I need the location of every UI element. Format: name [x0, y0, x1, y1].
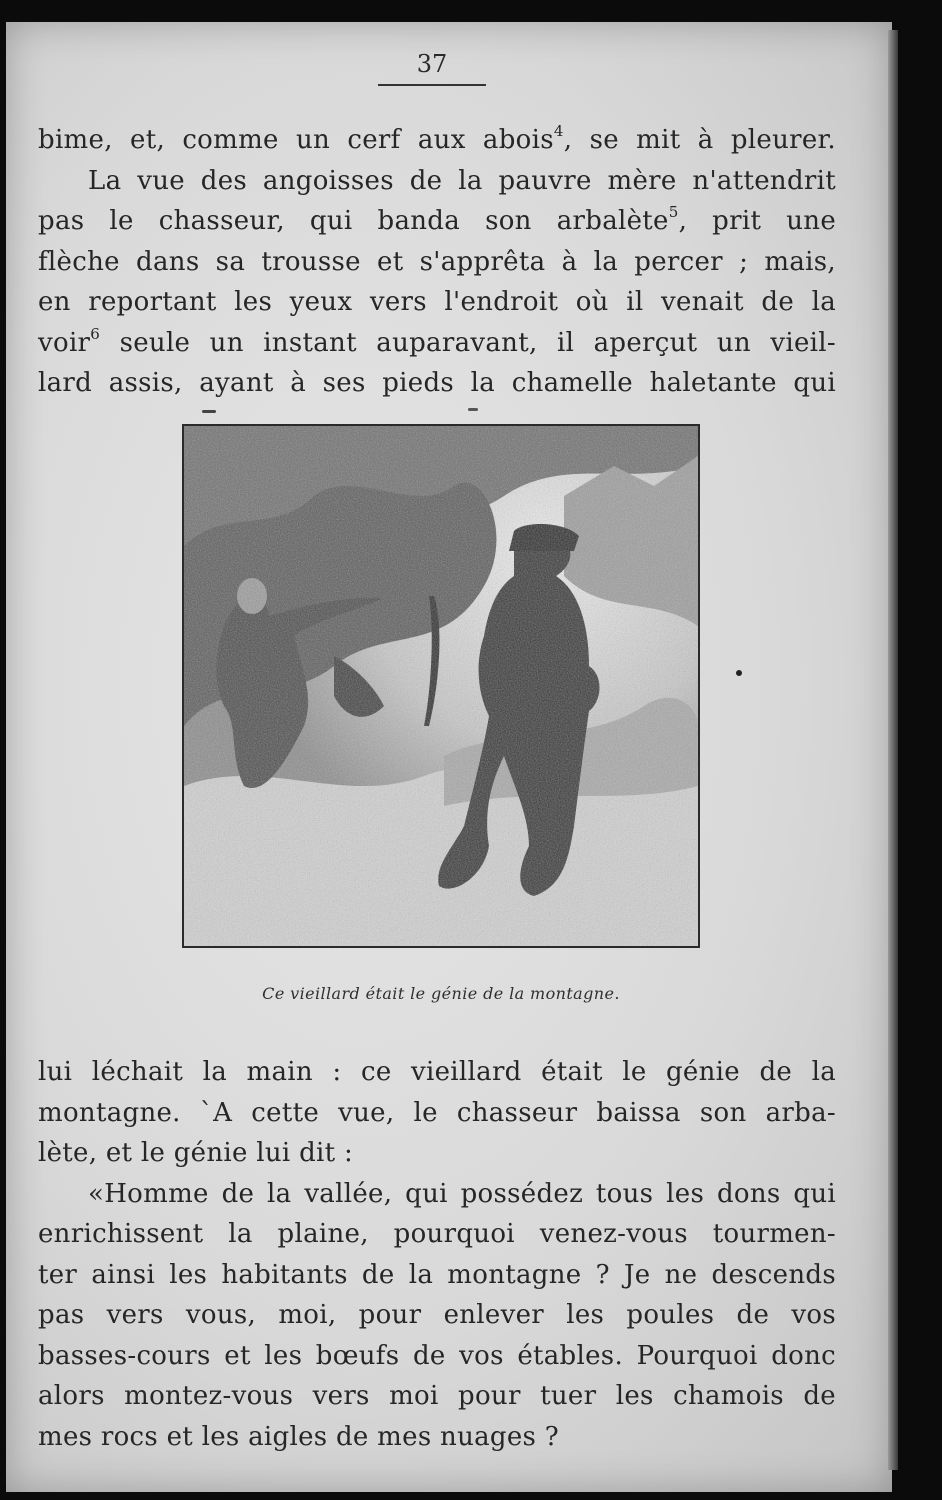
footnote-marker: 6 [90, 324, 101, 343]
text-line: voir$^6$ seule un instant auparavant, il aperçut un vieil- [38, 324, 836, 358]
paper-speck [202, 410, 216, 413]
text-line: ter ainsi les habitants de la montagne ? Je ne descends [38, 1259, 836, 1290]
text-line: flèche dans sa trousse et s'apprêta à la percer ; mais, [38, 246, 836, 277]
text-line: bime, et, comme un cerf aux abois$^4$, se mit à pleurer. [38, 122, 836, 155]
text-line: lète, et le génie lui dit : [38, 1138, 354, 1168]
text-line: pas vers vous, moi, pour enlever les poules de vos [38, 1300, 836, 1330]
footnote-marker: 5 [668, 203, 679, 221]
page-number: 37 [378, 50, 486, 86]
text-line: lard assis, ayant à ses pieds la chamelle haletante qui [38, 368, 836, 398]
paper-speck [736, 670, 742, 676]
illustration-caption: Ce vieillard était le génie de la montagne. [262, 984, 620, 1003]
text-line: mes rocs et les aigles de mes nuages ? [38, 1421, 559, 1452]
text-line: montagne. `A cette vue, le chasseur baissa son arba- [38, 1097, 836, 1128]
text-line: enrichissent la plaine, pourquoi venez-vous tourmen- [38, 1219, 836, 1249]
text-line: lui léchait la main : ce vieillard était le génie de la [38, 1057, 836, 1087]
footnote-marker: 4 [553, 122, 564, 140]
engraving-illustration [182, 424, 700, 948]
text-line: en reportant les yeux vers l'endroit où il venait de la [38, 287, 836, 317]
bottom-paragraph [38, 1052, 836, 1457]
page-edge-shadow [888, 30, 898, 1470]
top-paragraph [38, 120, 836, 404]
text-line: basses-cours et les bœufs de vos étables. Pourquoi donc [38, 1340, 836, 1371]
text-line: La vue des angoisses de la pauvre mère n'attendrit [88, 165, 836, 196]
paper-speck [468, 408, 478, 411]
book-page [6, 22, 892, 1492]
engraving-image [184, 426, 698, 946]
text-line: «Homme de la vallée, qui possédez tous les dons qui [88, 1178, 836, 1209]
text-line: pas le chasseur, qui banda son arbalète$^5$, prit une [38, 203, 837, 236]
text-line: alors montez-vous vers moi pour tuer les chamois de [38, 1381, 836, 1411]
